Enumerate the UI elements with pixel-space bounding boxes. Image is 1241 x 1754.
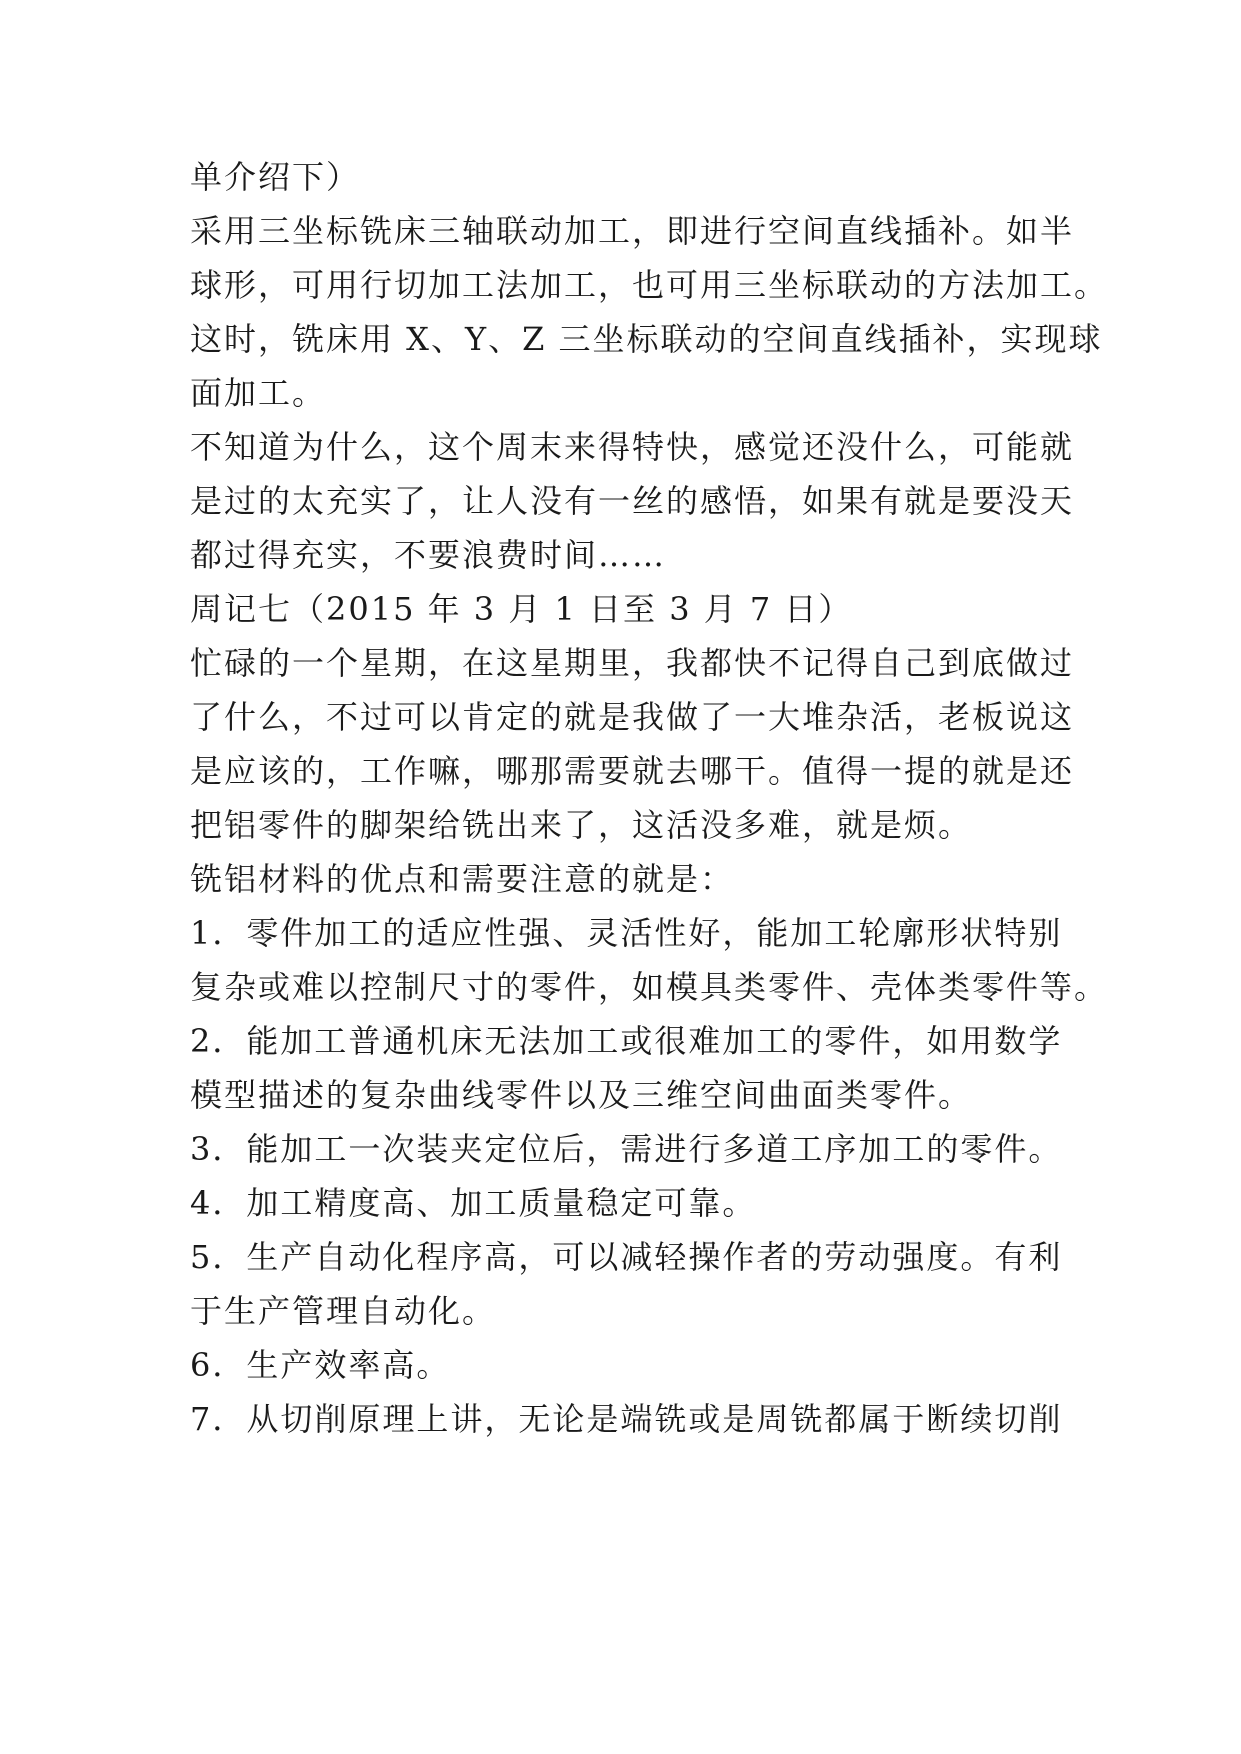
list-item: 3．能加工一次装夹定位后，需进行多道工序加工的零件。	[190, 1130, 1063, 1168]
text-line: 球形，可用行切加工法加工，也可用三坐标联动的方法加工。	[190, 266, 1109, 304]
text-line: 忙碌的一个星期，在这星期里，我都快不记得自己到底做过	[190, 644, 1075, 682]
text-line: 于生产管理自动化。	[190, 1292, 497, 1330]
text-line: 了什么，不过可以肯定的就是我做了一大堆杂活，老板说这	[190, 698, 1075, 736]
text-line: 是应该的，工作嘛，哪那需要就去哪干。值得一提的就是还	[190, 752, 1075, 790]
text-line: 是过的太充实了，让人没有一丝的感悟，如果有就是要没天	[190, 482, 1075, 520]
list-item: 1．零件加工的适应性强、灵活性好，能加工轮廓形状特别	[190, 914, 1063, 952]
text-line: 这时，铣床用 X、Y、Z 三坐标联动的空间直线插补，实现球	[190, 320, 1103, 358]
text-line: 模型描述的复杂曲线零件以及三维空间曲面类零件。	[190, 1076, 973, 1114]
section-heading: 周记七（2015 年 3 月 1 日至 3 月 7 日）	[190, 590, 853, 628]
list-item: 4．加工精度高、加工质量稳定可靠。	[190, 1184, 757, 1222]
text-line: 都过得充实，不要浪费时间……	[190, 536, 667, 574]
text-line: 采用三坐标铣床三轴联动加工，即进行空间直线插补。如半	[190, 212, 1075, 250]
text-line: 复杂或难以控制尺寸的零件，如模具类零件、壳体类零件等。	[190, 968, 1109, 1006]
list-item: 5．生产自动化程序高，可以减轻操作者的劳动强度。有利	[190, 1238, 1063, 1276]
text-line: 单介绍下）	[190, 158, 361, 196]
text-line: 面加工。	[190, 374, 327, 412]
list-item: 7．从切削原理上讲，无论是端铣或是周铣都属于断续切削	[190, 1400, 1063, 1438]
text-line: 铣铝材料的优点和需要注意的就是：	[190, 860, 735, 898]
list-item: 6．生产效率高。	[190, 1346, 451, 1384]
list-item: 2．能加工普通机床无法加工或很难加工的零件，如用数学	[190, 1022, 1063, 1060]
text-line: 把铝零件的脚架给铣出来了，这活没多难，就是烦。	[190, 806, 973, 844]
document-page	[190, 150, 1109, 1446]
text-line: 不知道为什么，这个周末来得特快，感觉还没什么，可能就	[190, 428, 1075, 466]
